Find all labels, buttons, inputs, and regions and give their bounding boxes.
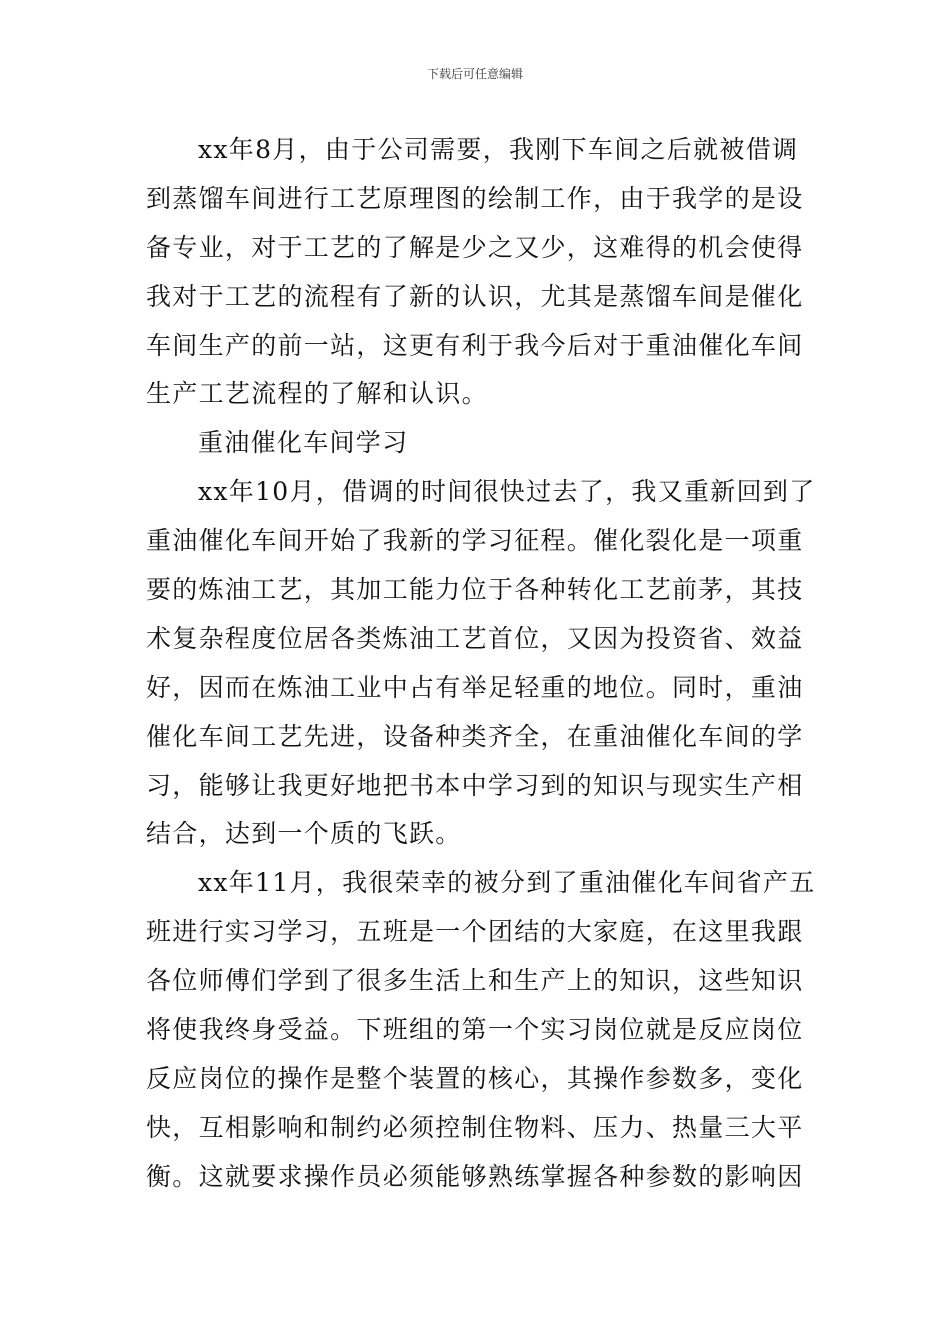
- text-line: 快，互相影响和制约必须控制住物料、压力、热量三大平: [146, 1112, 804, 1142]
- text-line: 催化车间工艺先进，设备种类齐全，在重油催化车间的学: [146, 721, 804, 751]
- text-line: 将使我终身受益。下班组的第一个实习岗位就是反应岗位: [146, 1015, 804, 1045]
- text-line: 各位师傅们学到了很多生活上和生产上的知识，这些知识: [146, 966, 804, 996]
- text-line: 重油催化车间学习: [198, 428, 409, 458]
- text-line: 班进行实习学习，五班是一个团结的大家庭，在这里我跟: [146, 917, 804, 947]
- text-line: 结合，达到一个质的飞跃。: [146, 819, 462, 849]
- text-line: 要的炼油工艺，其加工能力位于各种转化工艺前茅，其技: [146, 575, 804, 605]
- text-line: 重油催化车间开始了我新的学习征程。催化裂化是一项重: [146, 526, 804, 556]
- text-line: xx年11月，我很荣幸的被分到了重油催化车间省产五: [198, 868, 816, 898]
- page-header: 下载后可任意编辑: [426, 67, 523, 81]
- text-line: 备专业，对于工艺的了解是少之又少，这难得的机会使得: [146, 232, 804, 262]
- text-line: 术复杂程度位居各类炼油工艺首位，又因为投资省、效益: [146, 623, 804, 653]
- text-line: 到蒸馏车间进行工艺原理图的绘制工作，由于我学的是设: [146, 183, 804, 213]
- text-line: 生产工艺流程的了解和认识。: [146, 379, 488, 409]
- text-line: 习，能够让我更好地把书本中学习到的知识与现实生产相: [146, 770, 804, 800]
- document-body: [146, 126, 816, 1202]
- text-line: 车间生产的前一站，这更有利于我今后对于重油催化车间: [146, 330, 804, 360]
- text-line: 好，因而在炼油工业中占有举足轻重的地位。同时，重油: [146, 672, 804, 702]
- text-line: xx年10月，借调的时间很快过去了，我又重新回到了: [198, 477, 816, 507]
- text-line: 反应岗位的操作是整个装置的核心，其操作参数多，变化: [146, 1063, 804, 1093]
- text-line: 衡。这就要求操作员必须能够熟练掌握各种参数的影响因: [146, 1161, 804, 1191]
- text-line: 我对于工艺的流程有了新的认识，尤其是蒸馏车间是催化: [146, 281, 804, 311]
- text-line: xx年8月，由于公司需要，我刚下车间之后就被借调: [198, 135, 799, 164]
